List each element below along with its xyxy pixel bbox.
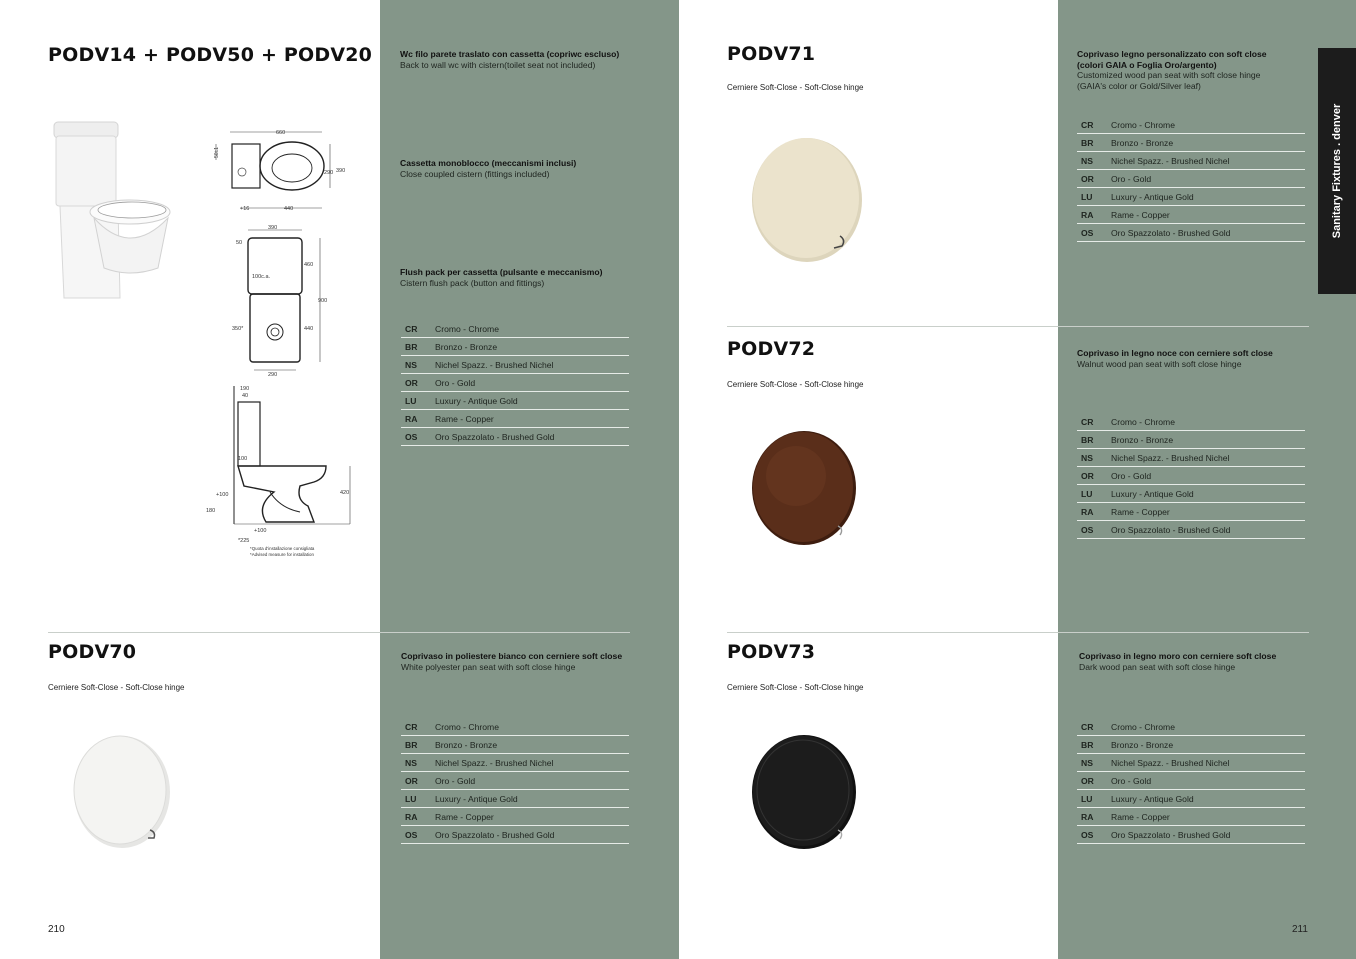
toilet-photo (48, 118, 178, 303)
installation-note-en: *Advised measure for installation (250, 552, 314, 557)
dim-440: 440 (284, 206, 294, 212)
finish-code: BR (401, 736, 431, 754)
finish-code: RA (1077, 503, 1107, 521)
dim-plus-100-b: +100 (254, 528, 267, 534)
finish-name: Cromo - Chrome (431, 320, 629, 338)
desc-podv72 (1077, 348, 1322, 369)
dim-460: 460 (304, 262, 314, 268)
dim-225: *225 (238, 538, 250, 544)
finish-row (401, 374, 629, 392)
finish-code: OR (1077, 467, 1107, 485)
finish-row (1077, 736, 1305, 754)
finish-code: BR (1077, 736, 1107, 754)
finish-row (1077, 116, 1305, 134)
dim-plus-16: +16 (240, 206, 250, 212)
dim-40: 40 (242, 393, 249, 399)
finish-code: LU (401, 790, 431, 808)
desc-podv71-title-1: Coprivaso legno personalizzato con soft close (1077, 49, 1267, 59)
desc-flush-pack (400, 267, 645, 288)
finish-name: Oro Spazzolato - Brushed Gold (1107, 826, 1305, 844)
finish-code: OR (1077, 772, 1107, 790)
finish-name: Nichel Spazz. - Brushed Nichel (431, 754, 629, 772)
finish-row (1077, 826, 1305, 844)
desc-flush-pack-subtitle: Cistern flush pack (button and fittings) (400, 277, 545, 288)
finish-name: Oro - Gold (431, 374, 629, 392)
hinge-label-podv72: Cerniere Soft-Close - Soft-Close hinge (727, 380, 864, 389)
finish-code: NS (401, 754, 431, 772)
desc-wc-title: Wc filo parete traslato con cassetta (copriwc escluso) (400, 49, 620, 59)
finish-table-podv70 (401, 718, 629, 844)
finish-row (401, 338, 629, 356)
finish-row (401, 356, 629, 374)
dim-290: 290 (268, 372, 278, 378)
desc-podv70-subtitle: White polyester pan seat with soft close hinge (401, 661, 576, 672)
page-number-left: 210 (48, 924, 65, 935)
desc-wc (400, 49, 645, 70)
finish-code: CR (1077, 116, 1107, 134)
finish-code: LU (1077, 188, 1107, 206)
finish-code: OS (401, 428, 431, 446)
dim-180: 180 (206, 508, 216, 514)
finish-name: Nichel Spazz. - Brushed Nichel (1107, 152, 1305, 170)
finish-row (1077, 467, 1305, 485)
desc-cistern-title: Cassetta monoblocco (meccanismi inclusi) (400, 158, 577, 168)
desc-podv72-title: Coprivaso in legno noce con cerniere soft close (1077, 348, 1273, 358)
finish-row (401, 718, 629, 736)
finish-name: Oro - Gold (1107, 467, 1305, 485)
finish-name: Oro Spazzolato - Brushed Gold (1107, 224, 1305, 242)
finish-row (1077, 449, 1305, 467)
finish-row (1077, 772, 1305, 790)
dim-50: 50 (236, 240, 243, 246)
finish-code: NS (401, 356, 431, 374)
dim-660: 660 (276, 130, 286, 136)
page-number-right: 211 (1292, 924, 1308, 935)
dim-100ca: 100c.a. (252, 274, 271, 280)
finish-row (401, 772, 629, 790)
desc-podv73-subtitle: Dark wood pan seat with soft close hinge (1079, 661, 1236, 672)
finish-name: Bronzo - Bronze (1107, 134, 1305, 152)
finish-name: Nichel Spazz. - Brushed Nichel (1107, 754, 1305, 772)
dim-420: 420 (340, 490, 350, 496)
finish-row (1077, 134, 1305, 152)
finish-row (401, 790, 629, 808)
finish-code: BR (401, 338, 431, 356)
finish-name: Rame - Copper (431, 808, 629, 826)
finish-row (1077, 485, 1305, 503)
finish-code: BR (1077, 431, 1107, 449)
finish-code: LU (401, 392, 431, 410)
finish-name: Oro - Gold (1107, 170, 1305, 188)
finish-name: Luxury - Antique Gold (1107, 188, 1305, 206)
product-code-podv73: PODV73 (727, 641, 816, 663)
finish-code: NS (1077, 754, 1107, 772)
dim-50: 50±1 (214, 146, 220, 158)
finish-name: Rame - Copper (1107, 503, 1305, 521)
finish-table-flush-pack (401, 320, 629, 446)
desc-podv73-title: Coprivaso in legno moro con cerniere soft close (1079, 651, 1277, 661)
desc-podv71-title-2: (colori GAIA o Foglia Oro/argento) (1077, 59, 1217, 70)
finish-code: CR (1077, 413, 1107, 431)
product-code-podv70: PODV70 (48, 641, 137, 663)
finish-code: OS (1077, 826, 1107, 844)
desc-cistern (400, 158, 645, 179)
product-code-podv14-50-20: PODV14 + PODV50 + PODV20 (48, 44, 373, 66)
finish-name: Bronzo - Bronze (1107, 736, 1305, 754)
finish-code: OR (1077, 170, 1107, 188)
finish-name: Oro - Gold (431, 772, 629, 790)
finish-row (1077, 503, 1305, 521)
seat-photo-white (70, 734, 172, 852)
finish-table-podv73 (1077, 718, 1305, 844)
finish-row (1077, 790, 1305, 808)
dim-100: 100 (238, 456, 248, 462)
installation-note-it: *Quota d'installazione consigliata (250, 546, 315, 551)
finish-code: OR (401, 772, 431, 790)
hinge-label-podv73: Cerniere Soft-Close - Soft-Close hinge (727, 683, 864, 692)
desc-flush-pack-title: Flush pack per cassetta (pulsante e meccanismo) (400, 267, 603, 277)
finish-row (1077, 188, 1305, 206)
desc-podv71 (1077, 49, 1322, 91)
finish-row (401, 736, 629, 754)
finish-name: Oro Spazzolato - Brushed Gold (1107, 521, 1305, 539)
finish-code: NS (1077, 449, 1107, 467)
finish-name: Bronzo - Bronze (431, 338, 629, 356)
dim-390: 390 (336, 168, 346, 174)
finish-row (401, 320, 629, 338)
finish-name: Oro Spazzolato - Brushed Gold (431, 826, 629, 844)
finish-code: CR (401, 718, 431, 736)
finish-name: Cromo - Chrome (431, 718, 629, 736)
dim-390: 390 (268, 225, 278, 231)
hinge-label-podv70: Cerniere Soft-Close - Soft-Close hinge (48, 683, 185, 692)
finish-row (1077, 718, 1305, 736)
desc-podv71-subtitle-1: Customized wood pan seat with soft close hinge (1077, 70, 1261, 81)
finish-name: Nichel Spazz. - Brushed Nichel (1107, 449, 1305, 467)
technical-drawing-front-view (228, 224, 338, 378)
finish-row (401, 410, 629, 428)
dim-350: 350* (232, 326, 244, 332)
desc-podv70-title: Coprivaso in poliestere bianco con cerniere soft close (401, 651, 623, 661)
finish-name: Cromo - Chrome (1107, 413, 1305, 431)
technical-drawing-top-view (210, 124, 350, 214)
dim-190: 190 (240, 386, 250, 392)
finish-code: OS (1077, 224, 1107, 242)
technical-drawing-side-view (204, 382, 354, 560)
finish-row (401, 754, 629, 772)
finish-row (1077, 521, 1305, 539)
finish-row (1077, 413, 1305, 431)
finish-name: Bronzo - Bronze (431, 736, 629, 754)
hinge-label-podv71: Cerniere Soft-Close - Soft-Close hinge (727, 83, 864, 92)
product-code-podv71: PODV71 (727, 43, 816, 65)
finish-name: Bronzo - Bronze (1107, 431, 1305, 449)
finish-code: BR (1077, 134, 1107, 152)
finish-name: Oro - Gold (1107, 772, 1305, 790)
divider-right-top (727, 326, 1309, 327)
desc-podv72-subtitle: Walnut wood pan seat with soft close hinge (1077, 358, 1242, 369)
finish-name: Luxury - Antique Gold (431, 392, 629, 410)
finish-name: Nichel Spazz. - Brushed Nichel (431, 356, 629, 374)
dim-440: 440 (304, 326, 314, 332)
section-side-tab-label: Sanitary Fixtures . denver (1331, 103, 1343, 239)
divider-right-bottom (727, 632, 1309, 633)
finish-row (1077, 431, 1305, 449)
finish-code: RA (401, 808, 431, 826)
finish-row (401, 428, 629, 446)
finish-name: Rame - Copper (431, 410, 629, 428)
seat-photo-cream (750, 136, 864, 264)
divider-left (48, 632, 630, 633)
desc-cistern-subtitle: Close coupled cistern (fittings included) (400, 168, 550, 179)
finish-table-podv72 (1077, 413, 1305, 539)
finish-row (1077, 152, 1305, 170)
desc-podv73 (1079, 651, 1324, 672)
finish-code: RA (401, 410, 431, 428)
finish-name: Luxury - Antique Gold (1107, 485, 1305, 503)
finish-code: OS (1077, 521, 1107, 539)
product-code-podv72: PODV72 (727, 338, 816, 360)
finish-row (1077, 754, 1305, 772)
finish-row (1077, 170, 1305, 188)
finish-row (1077, 808, 1305, 826)
desc-podv71-subtitle-2: (GAIA's color or Gold/Silver leaf) (1077, 80, 1201, 91)
section-side-tab (1318, 48, 1356, 294)
finish-code: NS (1077, 152, 1107, 170)
finish-table-podv71 (1077, 116, 1305, 242)
finish-name: Luxury - Antique Gold (1107, 790, 1305, 808)
dim-900: 900 (318, 298, 328, 304)
finish-name: Cromo - Chrome (1107, 116, 1305, 134)
finish-name: Rame - Copper (1107, 808, 1305, 826)
finish-code: LU (1077, 790, 1107, 808)
finish-row (401, 826, 629, 844)
finish-code: CR (401, 320, 431, 338)
finish-name: Cromo - Chrome (1107, 718, 1305, 736)
finish-name: Luxury - Antique Gold (431, 790, 629, 808)
finish-name: Rame - Copper (1107, 206, 1305, 224)
finish-code: LU (1077, 485, 1107, 503)
finish-code: RA (1077, 206, 1107, 224)
finish-code: RA (1077, 808, 1107, 826)
finish-row (1077, 224, 1305, 242)
finish-code: OR (401, 374, 431, 392)
finish-code: OS (401, 826, 431, 844)
finish-row (401, 808, 629, 826)
finish-row (401, 392, 629, 410)
finish-name: Oro Spazzolato - Brushed Gold (431, 428, 629, 446)
desc-wc-subtitle: Back to wall wc with cistern(toilet seat not included) (400, 59, 596, 70)
dim-plus-100-a: +100 (216, 492, 229, 498)
seat-photo-dark (750, 734, 860, 852)
desc-podv70 (401, 651, 646, 672)
finish-row (1077, 206, 1305, 224)
finish-code: CR (1077, 718, 1107, 736)
seat-photo-walnut (750, 430, 860, 548)
dim-290: 290 (324, 170, 334, 176)
